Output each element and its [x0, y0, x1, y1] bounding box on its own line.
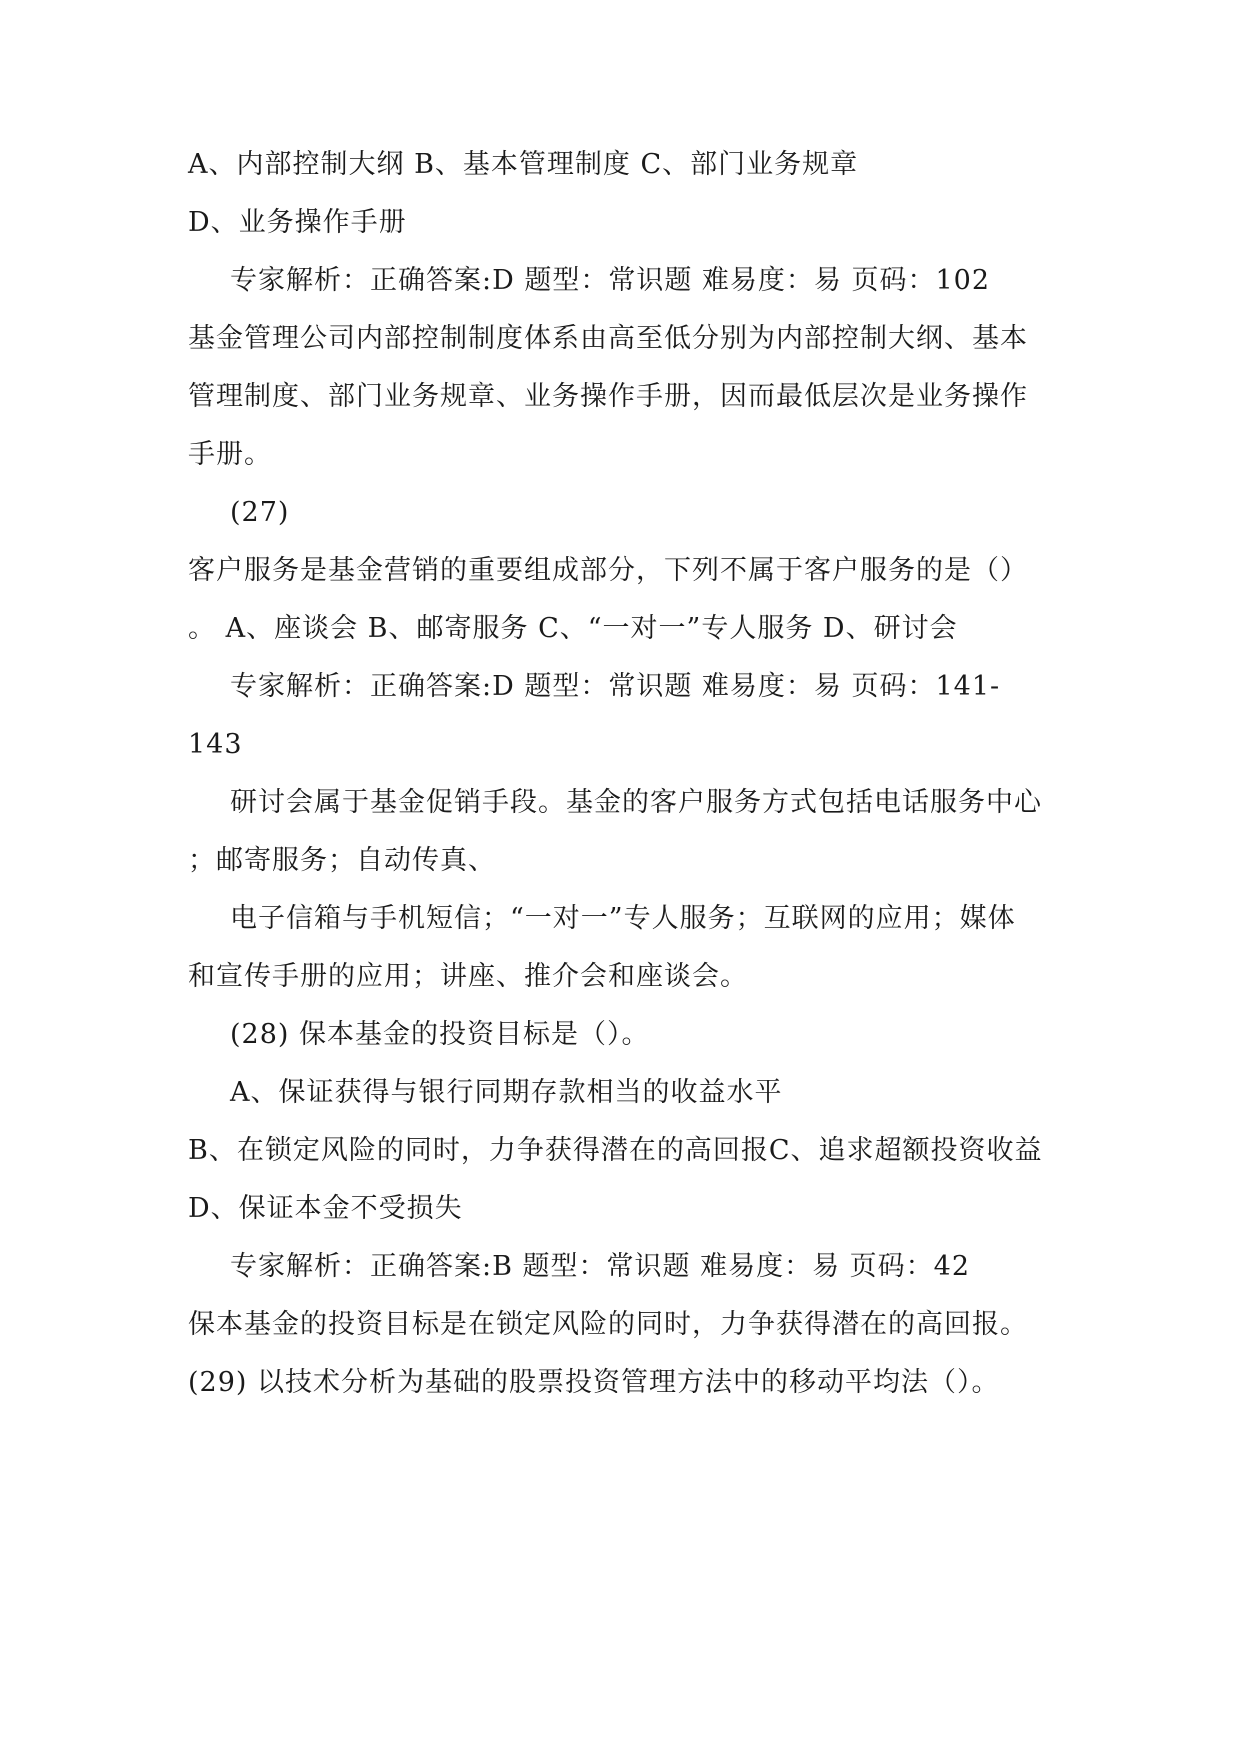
q29-question: (29) 以技术分析为基础的股票投资管理方法中的移动平均法（）。: [188, 1367, 1000, 1398]
q27-explanation-line-1: 研讨会属于基金促销手段。基金的客户服务方式包括电话服务中心: [230, 787, 1042, 818]
q27-expert-analysis: 专家解析：正确答案:D 题型：常识题 难易度：易 页码：141-: [230, 671, 1001, 702]
q27-explanation-line-4: 和宣传手册的应用；讲座、推介会和座谈会。: [188, 961, 748, 992]
q27-expert-analysis-cont: 143: [188, 729, 243, 760]
q26-explanation-line-3: 手册。: [188, 439, 272, 470]
q27-explanation-line-2: ；邮寄服务；自动传真、: [188, 845, 496, 876]
q27-explanation-line-3: 电子信箱与手机短信；“一对一”专人服务；互联网的应用；媒体: [230, 903, 1016, 934]
q28-question: (28) 保本基金的投资目标是（）。: [230, 1019, 650, 1050]
q28-expert-analysis: 专家解析：正确答案:B 题型：常识题 难易度：易 页码：42: [230, 1251, 971, 1282]
q26-expert-analysis: 专家解析：正确答案:D 题型：常识题 难易度：易 页码：102: [230, 265, 991, 296]
q26-option-d: D、业务操作手册: [188, 207, 407, 238]
q28-option-a: A、保证获得与银行同期存款相当的收益水平: [230, 1077, 783, 1108]
q26-options: A、内部控制大纲 B、基本管理制度 C、部门业务规章: [188, 149, 859, 180]
q28-option-b-c: B、在锁定风险的同时，力争获得潜在的高回报C、追求超额投资收益: [188, 1135, 1043, 1166]
q28-option-d: D、保证本金不受损失: [188, 1193, 463, 1224]
q26-explanation-line-2: 管理制度、部门业务规章、业务操作手册，因而最低层次是业务操作: [188, 381, 1028, 412]
q27-question: 客户服务是基金营销的重要组成部分，下列不属于客户服务的是（）: [188, 555, 1028, 586]
q28-explanation: 保本基金的投资目标是在锁定风险的同时，力争获得潜在的高回报。: [188, 1309, 1028, 1340]
q27-options: 。 A、座谈会 B、邮寄服务 C、“一对一”专人服务 D、研讨会: [188, 613, 958, 644]
q26-explanation-line-1: 基金管理公司内部控制制度体系由高至低分别为内部控制大纲、基本: [188, 323, 1028, 354]
q27-number: (27): [230, 497, 290, 528]
